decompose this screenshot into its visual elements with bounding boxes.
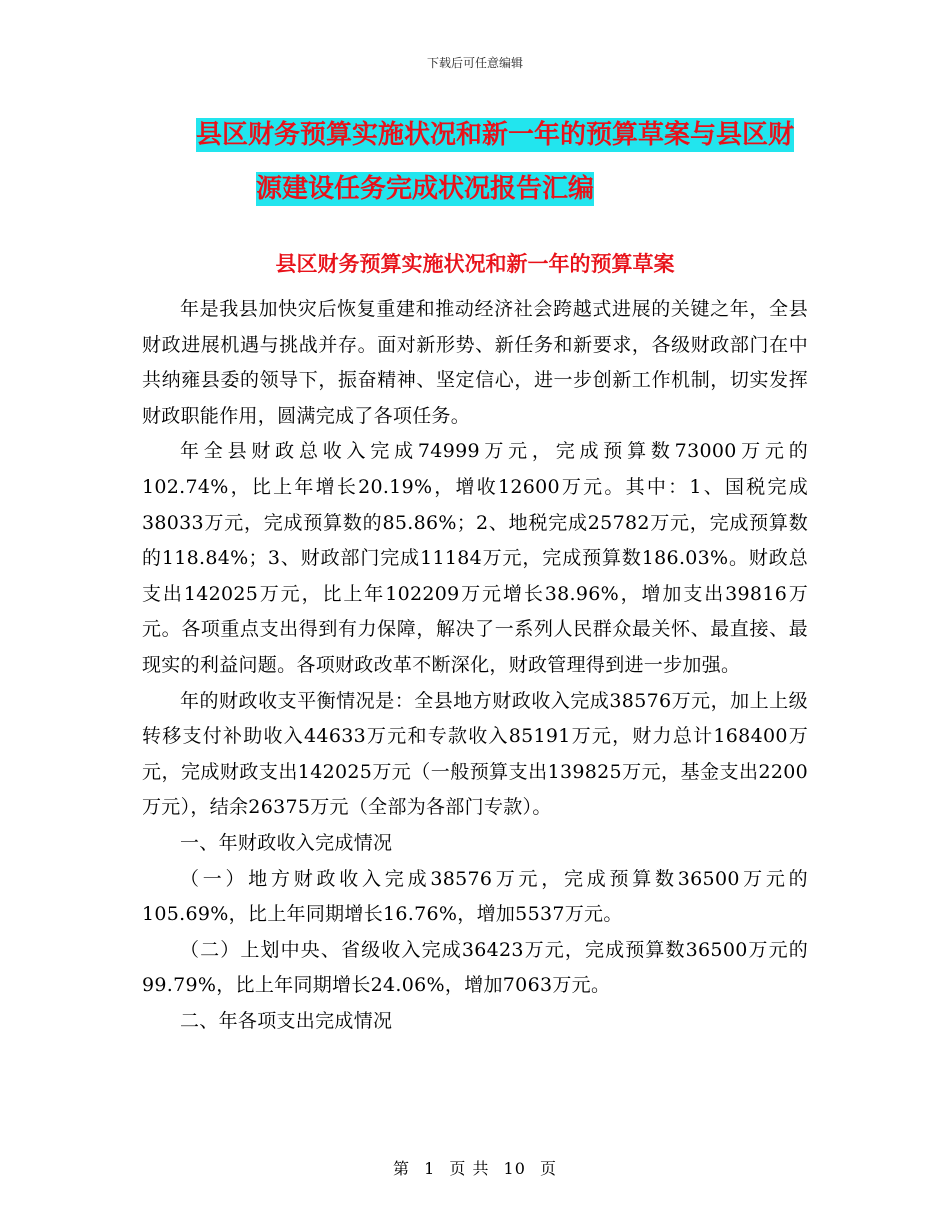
paragraph-balance: 年的财政收支平衡情况是：全县地方财政收入完成38576万元，加上上级转移支付补助收入44633万元和专款收入85191万元，财力总计168400万元，完成财政支出142025万元（一般预算支出139825万元，基金支出2200万元），结余26375万元（全部为各部门专款）。	[142, 689, 808, 819]
item-local-revenue: （一）地方财政收入完成38576万元，完成预算数36500万元的105.69%，比上年同期增长16.76%，增加5537万元。	[142, 867, 808, 926]
total-pages: 10	[503, 1159, 526, 1178]
item-central-provincial-revenue: （二）上划中央、省级收入完成36423万元，完成预算数36500万元的99.79%，比上年同期增长24.06%，增加7063万元。	[142, 938, 808, 997]
footer-prefix: 第	[392, 1159, 410, 1178]
page-number: 1	[424, 1159, 436, 1178]
paragraph-revenue-summary: 年全县财政总收入完成74999万元，完成预算数73000万元的102.74%，比上年增长20.19%，增收12600万元。其中：1、国税完成38033万元，完成预算数的85.86%；2、地税完成25782万元，完成预算数的118.84%；3、财政部门完成11184万元，完成预算数186.03%。财政总支出142025万元，比上年102209万元增长38.96%，增加支出39816万元。各项重点支出得到有力保障，解决了一系列人民群众最关怀、最直接、最现实的利益问题。各项财政改革不断深化，财政管理得到进一步加强。	[142, 440, 808, 676]
heading-revenue-completion: 一、年财政收入完成情况	[180, 831, 393, 854]
heading-expenditure-completion: 二、年各项支出完成情况	[180, 1009, 393, 1032]
paragraph-overview: 年是我县加快灾后恢复重建和推动经济社会跨越式进展的关键之年，全县财政进展机遇与挑战并存。面对新形势、新任务和新要求，各级财政部门在中共纳雍县委的领导下，振奋精神、坚定信心，进一步创新工作机制，切实发挥财政职能作用，圆满完成了各项任务。	[142, 298, 808, 427]
title-line-2: 源建设任务完成状况报告汇编	[255, 174, 594, 204]
page-footer	[0, 1156, 950, 1179]
footer-suffix: 页	[540, 1159, 558, 1178]
header-note: 下载后可任意编辑	[426, 56, 523, 70]
document-title	[0, 108, 950, 216]
title-line-1: 县区财务预算实施状况和新一年的预算草案与县区财	[195, 120, 794, 150]
document-body	[142, 292, 808, 1039]
section-title: 县区财务预算实施状况和新一年的预算草案	[275, 252, 675, 276]
footer-mid: 页 共	[449, 1159, 490, 1178]
